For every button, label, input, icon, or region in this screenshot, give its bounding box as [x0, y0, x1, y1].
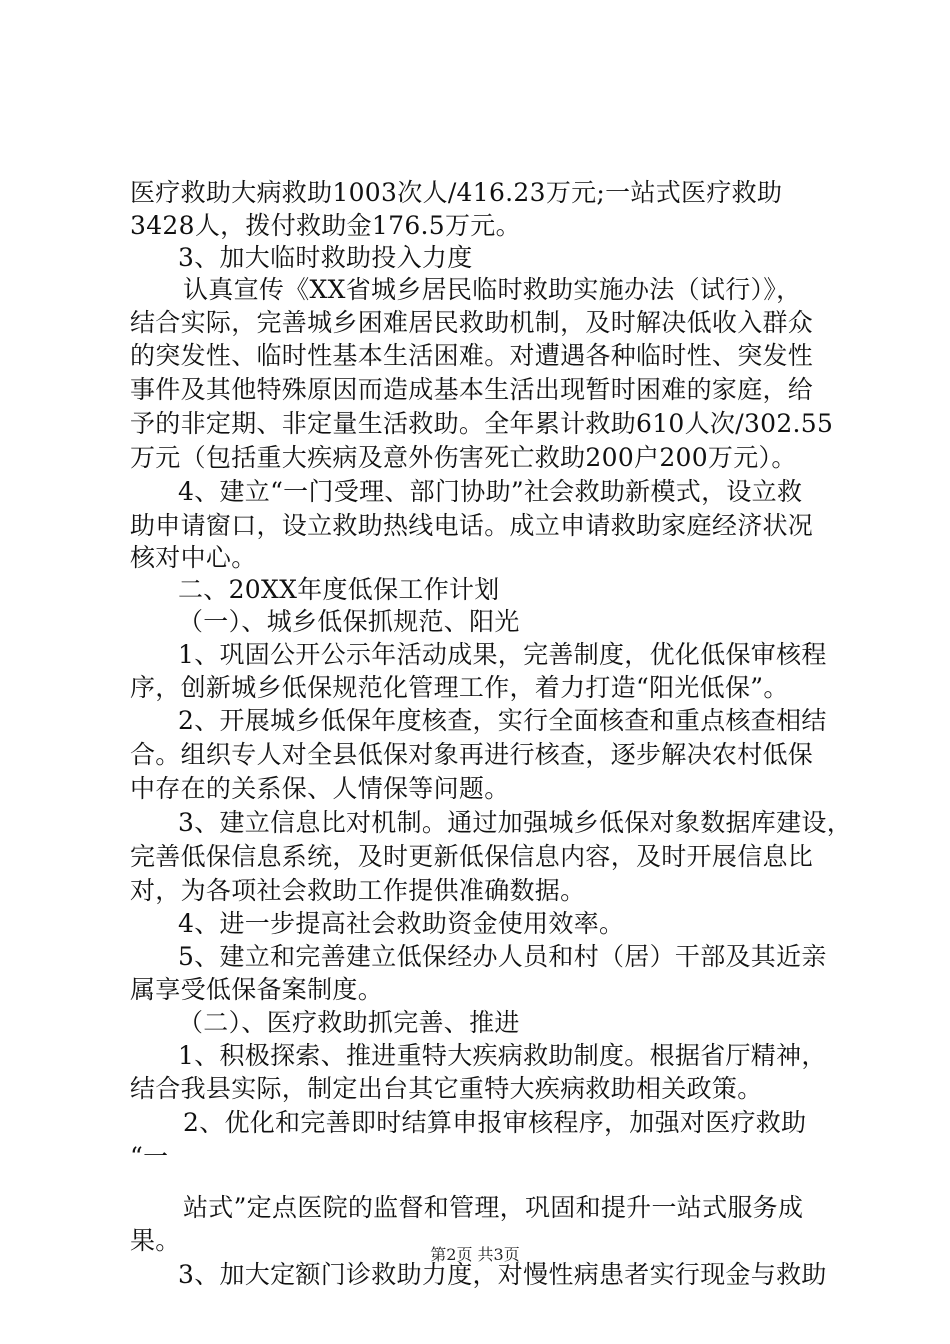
text-line: 3、建立信息比对机制。通过加强城乡低保对象数据库建设， — [178, 808, 853, 837]
text-line: 1、巩固公开公示年活动成果，完善制度，优化低保审核程 — [178, 640, 827, 669]
text-line: 果。 — [130, 1226, 181, 1255]
subsection-heading: （一）、城乡低保抓规范、阳光 — [178, 607, 520, 636]
text-line: 3428人，拨付救助金176.5万元。 — [130, 211, 521, 240]
text-line: 结合我县实际，制定出台其它重特大疾病救助相关政策。 — [130, 1074, 763, 1103]
text-line: 助申请窗口，设立救助热线电话。成立申请救助家庭经济状况 — [130, 511, 814, 540]
text-line: 结合实际，完善城乡困难居民救助机制，及时解决低收入群众 — [130, 308, 814, 337]
text-line: 5、建立和完善建立低保经办人员和村（居）干部及其近亲 — [178, 942, 827, 971]
text-line: 序，创新城乡低保规范化管理工作，着力打造“阳光低保”。 — [130, 673, 789, 702]
text-line: 属享受低保备案制度。 — [130, 975, 384, 1004]
text-line: 认真宣传《XX省城乡居民临时救助实施办法（试行）》， — [183, 275, 802, 304]
text-line: 4、进一步提高社会救助资金使用效率。 — [178, 909, 625, 938]
text-line: 完善低保信息系统，及时更新低保信息内容，及时开展信息比 — [130, 842, 814, 871]
text-line: 4、建立“一门受理、部门协助”社会救助新模式，设立救 — [178, 477, 803, 506]
subsection-heading: （二）、医疗救助抓完善、推进 — [178, 1008, 520, 1037]
text-line: 合。组织专人对全县低保对象再进行核查，逐步解决农村低保 — [130, 740, 814, 769]
text-line: 中存在的关系保、人情保等问题。 — [130, 774, 510, 803]
text-line: 3、加大定额门诊救助力度，对慢性病患者实行现金与救助 — [178, 1260, 827, 1289]
text-line: 2、优化和完善即时结算申报审核程序，加强对医疗救助 — [183, 1108, 807, 1137]
text-line: 站式”定点医院的监督和管理，巩固和提升一站式服务成 — [183, 1193, 804, 1222]
page-number-footer: 第2页 共3页 — [430, 1245, 520, 1264]
section-heading: 二、20XX年度低保工作计划 — [178, 575, 500, 604]
text-line: 万元（包括重大疾病及意外伤害死亡救助200户200万元）。 — [130, 443, 797, 472]
text-line: 核对中心。 — [130, 543, 257, 572]
text-line: 2、开展城乡低保年度核查，实行全面核查和重点核查相结 — [178, 706, 827, 735]
section-heading: 3、加大临时救助投入力度 — [178, 243, 473, 272]
text-line: “一 — [130, 1142, 169, 1171]
text-line: 对，为各项社会救助工作提供准确数据。 — [130, 876, 586, 905]
text-line: 医疗救助大病救助1003次人/416.23万元;一站式医疗救助 — [130, 178, 783, 207]
text-line: 予的非定期、非定量生活救助。全年累计救助610人次/302.55 — [130, 409, 834, 438]
text-line: 1、积极探索、推进重特大疾病救助制度。根据省厅精神， — [178, 1041, 827, 1070]
text-line: 的突发性、临时性基本生活困难。对遭遇各种临时性、突发性 — [130, 341, 814, 370]
text-line: 事件及其他特殊原因而造成基本生活出现暂时困难的家庭，给 — [130, 375, 814, 404]
